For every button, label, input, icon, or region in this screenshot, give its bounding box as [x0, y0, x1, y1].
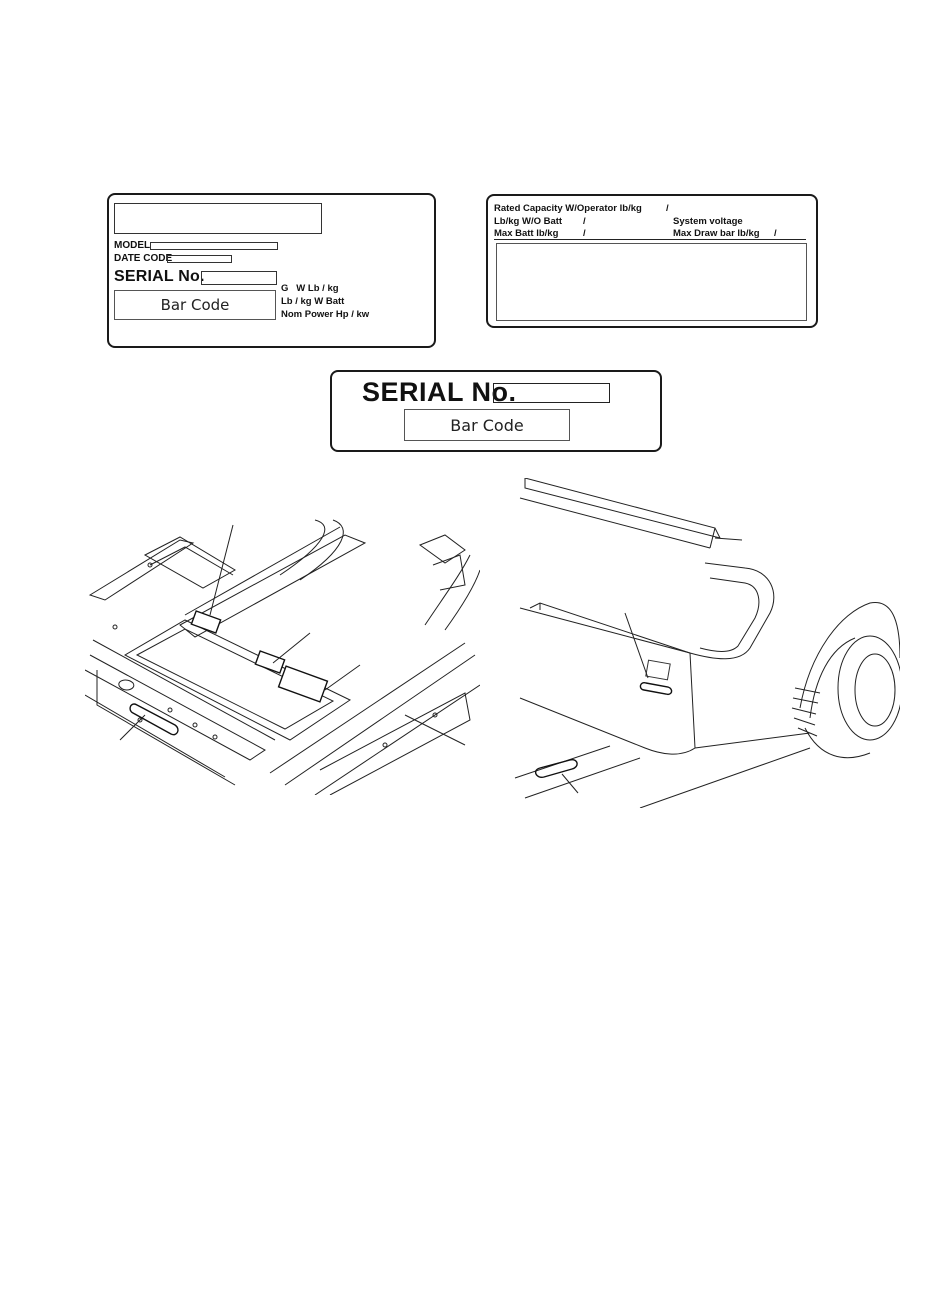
- rated-capacity-separator: /: [666, 203, 669, 214]
- capacity-divider: [494, 239, 806, 240]
- serial-number-field: [201, 271, 277, 285]
- manufacturer-blank-field: [114, 203, 322, 234]
- serial-number-label: SERIAL No.: [114, 268, 205, 285]
- chassis-frame-illustration: [85, 515, 480, 795]
- model-field: [150, 242, 278, 250]
- gross-weight-label: G W Lb / kg: [281, 283, 339, 294]
- date-code-field: [167, 255, 232, 263]
- nominal-power-label: Nom Power Hp / kw: [281, 309, 370, 320]
- serial-model-plate: [107, 193, 436, 348]
- date-code-label: DATE CODE: [114, 253, 173, 264]
- max-draw-bar-separator: /: [774, 228, 777, 239]
- max-battery-label: Max Batt lb/kg: [494, 228, 559, 239]
- weight-with-battery-label: Lb / kg W Batt: [281, 296, 345, 307]
- weight-without-battery-label: Lb/kg W/O Batt: [494, 216, 563, 227]
- capacity-plate: [486, 194, 818, 328]
- system-voltage-label: System voltage: [673, 216, 743, 227]
- serial-plate-small: [330, 370, 662, 452]
- serial-number-label-large: SERIAL No.: [362, 377, 517, 407]
- serial-number-field-large: [493, 383, 610, 403]
- barcode-area: Bar Code: [114, 290, 276, 320]
- max-draw-bar-label: Max Draw bar lb/kg: [673, 228, 760, 239]
- barcode-area-large: Bar Code: [404, 409, 570, 441]
- vehicle-side-illustration: [510, 478, 900, 808]
- max-battery-separator: /: [583, 228, 586, 239]
- model-label: MODEL: [114, 240, 151, 251]
- rated-capacity-label: Rated Capacity W/Operator lb/kg: [494, 203, 642, 214]
- weight-without-battery-separator: /: [583, 216, 586, 227]
- capacity-blank-area: [496, 243, 807, 321]
